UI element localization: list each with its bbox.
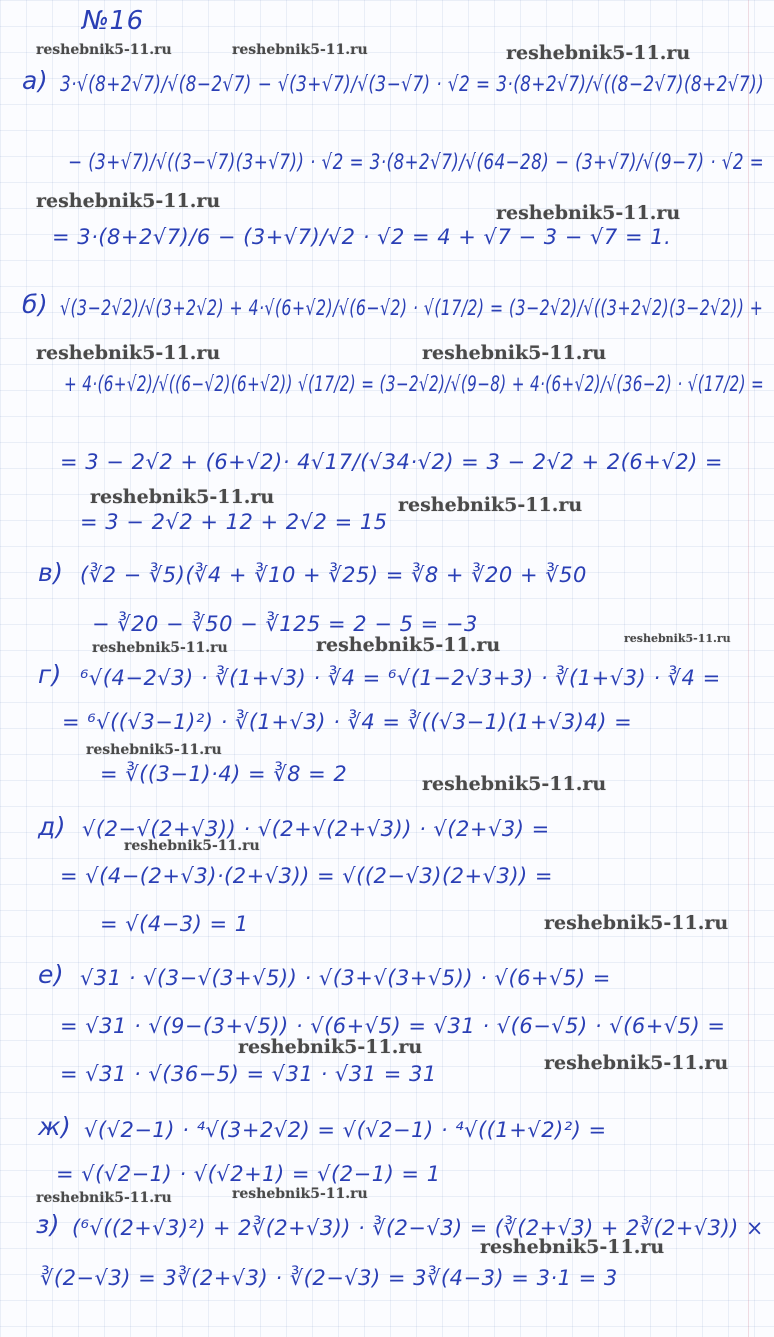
section-g-label: ж) — [38, 1112, 72, 1141]
watermark: reshebnik5-11.ru — [422, 342, 607, 364]
watermark: reshebnik5-11.ru — [86, 742, 222, 758]
section-e-line-3: = √(4−3) = 1 — [100, 912, 249, 936]
watermark: reshebnik5-11.ru — [124, 838, 260, 854]
section-h-line-2: ∛(2−√3) = 3∛(2+√3) · ∛(2−√3) = 3∛(4−3) = 3·1 = 3 — [40, 1266, 618, 1290]
watermark: reshebnik5-11.ru — [232, 42, 368, 58]
watermark: reshebnik5-11.ru — [496, 202, 681, 224]
section-g-line-1: √(√2−1) · ⁴√(3+2√2) = √(√2−1) · ⁴√((1+√2)²) = — [84, 1118, 607, 1142]
section-a-line-1: 3·√(8+2√7)/√(8−2√7) − √(3+√7)/√(3−√7) · √2 = 3·(8+2√7)/√((8−2√7)(8+2√7)) — [60, 72, 765, 96]
section-a-line-2: − (3+√7)/√((3−√7)(3+√7)) · √2 = 3·(8+2√7)/√(64−28) − (3+√7)/√(9−7) · √2 = — [68, 150, 765, 174]
watermark: reshebnik5-11.ru — [90, 486, 275, 508]
watermark: reshebnik5-11.ru — [36, 42, 172, 58]
section-b-label: б) — [22, 290, 49, 319]
section-b-line-1: √(3−2√2)/√(3+2√2) + 4·√(6+√2)/√(6−√2) · √(17/2) = (3−2√2)/√((3+2√2)(3−2√2)) + — [60, 296, 764, 320]
watermark: reshebnik5-11.ru — [36, 190, 221, 212]
section-d-label: г) — [38, 660, 62, 689]
watermark: reshebnik5-11.ru — [238, 1036, 423, 1058]
watermark: reshebnik5-11.ru — [36, 1190, 172, 1206]
watermark: reshebnik5-11.ru — [92, 640, 228, 656]
section-b-line-2: + 4·(6+√2)/√((6−√2)(6+√2)) √(17/2) = (3−2√2)/√(9−8) + 4·(6+√2)/√(36−2) · √(17/2) = — [64, 372, 765, 396]
section-f-line-2: = √31 · √(9−(3+√5)) · √(6+√5) = √31 · √(6−√5) · √(6+√5) = — [60, 1014, 726, 1038]
watermark: reshebnik5-11.ru — [624, 632, 731, 645]
section-e-line-1: √(2−√(2+√3)) · √(2+√(2+√3)) · √(2+√3) = — [82, 817, 550, 841]
watermark: reshebnik5-11.ru — [544, 1052, 729, 1074]
section-b-line-4: = 3 − 2√2 + 12 + 2√2 = 15 — [80, 510, 388, 534]
section-e-label: д) — [38, 812, 67, 841]
section-d-line-1: ⁶√(4−2√3) · ∛(1+√3) · ∛4 = ⁶√(1−2√3+3) · ∛(1+√3) · ∛4 = — [80, 666, 721, 690]
problem-number: №16 — [82, 6, 144, 36]
section-f-line-3: = √31 · √(36−5) = √31 · √31 = 31 — [60, 1062, 437, 1086]
section-h-label: з) — [36, 1210, 61, 1239]
section-c-line-1: (∛2 − ∛5)(∛4 + ∛10 + ∛25) = ∛8 + ∛20 + ∛50 — [80, 563, 587, 587]
section-h-line-1: (⁶√((2+√3)²) + 2∛(2+√3)) · ∛(2−√3) = (∛(2+√3) + 2∛(2+√3)) × — [72, 1216, 764, 1240]
section-f-label: е) — [38, 960, 65, 989]
section-c-label: в) — [38, 558, 64, 587]
watermark: reshebnik5-11.ru — [232, 1186, 368, 1202]
section-e-line-2: = √(4−(2+√3)·(2+√3)) = √((2−√3)(2+√3)) = — [60, 864, 553, 888]
watermark: reshebnik5-11.ru — [398, 494, 583, 516]
watermark: reshebnik5-11.ru — [480, 1236, 665, 1258]
section-g-line-2: = √(√2−1) · √(√2+1) = √(2−1) = 1 — [56, 1162, 441, 1186]
watermark: reshebnik5-11.ru — [316, 634, 501, 656]
watermark: reshebnik5-11.ru — [422, 773, 607, 795]
section-b-line-3: = 3 − 2√2 + (6+√2)· 4√17/(√34·√2) = 3 − 2√2 + 2(6+√2) = — [60, 450, 724, 474]
section-d-line-3: = ∛((3−1)·4) = ∛8 = 2 — [100, 762, 348, 786]
section-a-line-3: = 3·(8+2√7)/6 − (3+√7)/√2 · √2 = 4 + √7 − 3 − √7 = 1. — [52, 225, 672, 249]
watermark: reshebnik5-11.ru — [506, 42, 691, 64]
watermark: reshebnik5-11.ru — [544, 912, 729, 934]
watermark: reshebnik5-11.ru — [36, 342, 221, 364]
page-margin-line — [748, 0, 749, 1337]
section-f-line-1: √31 · √(3−√(3+√5)) · √(3+√(3+√5)) · √(6+√5) = — [80, 966, 611, 990]
section-c-line-2: − ∛20 − ∛50 − ∛125 = 2 − 5 = −3 — [92, 612, 478, 636]
section-a-label: а) — [22, 66, 49, 95]
section-d-line-2: = ⁶√((√3−1)²) · ∛(1+√3) · ∛4 = ∛((√3−1)(1+√3)4) = — [62, 710, 633, 734]
